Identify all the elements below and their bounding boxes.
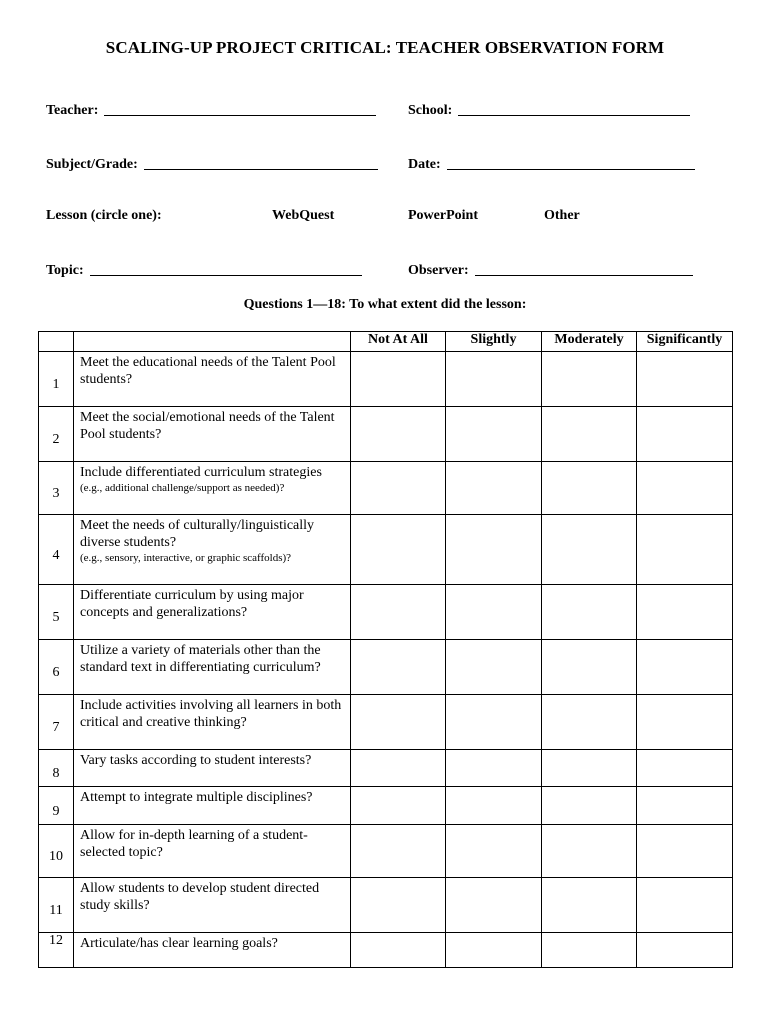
lesson-option-powerpoint[interactable]: PowerPoint (408, 208, 478, 223)
question-text: Allow students to develop student directed study skills? (74, 878, 351, 933)
date-label: Date: (408, 157, 441, 172)
rating-cell-slightly[interactable] (446, 515, 542, 585)
rating-cell-not-at-all[interactable] (351, 750, 446, 787)
column-header-slightly: Slightly (446, 332, 542, 352)
rating-cell-moderately[interactable] (542, 787, 637, 825)
rating-cell-significantly[interactable] (637, 878, 733, 933)
question-text: Meet the needs of culturally/linguistically diverse students? (e.g., sensory, interactive, or graphic scaffolds)? (74, 515, 351, 585)
date-field (408, 155, 695, 173)
column-header-significantly: Significantly (637, 332, 733, 352)
rating-cell-significantly[interactable] (637, 407, 733, 462)
rating-cell-not-at-all[interactable] (351, 352, 446, 407)
question-number: 6 (39, 640, 74, 695)
rating-cell-significantly[interactable] (637, 750, 733, 787)
table-row (39, 825, 733, 878)
rating-cell-not-at-all[interactable] (351, 407, 446, 462)
question-number: 7 (39, 695, 74, 750)
table-row (39, 933, 733, 968)
rating-cell-slightly[interactable] (446, 933, 542, 968)
date-blank[interactable] (447, 157, 695, 170)
table-row (39, 640, 733, 695)
topic-blank[interactable] (90, 263, 362, 276)
question-text: Utilize a variety of materials other than the standard text in differentiating curriculum? (74, 640, 351, 695)
rating-cell-moderately[interactable] (542, 640, 637, 695)
rating-cell-not-at-all[interactable] (351, 640, 446, 695)
school-blank[interactable] (458, 103, 690, 116)
observation-table (38, 331, 733, 968)
question-number: 5 (39, 585, 74, 640)
rating-cell-moderately[interactable] (542, 462, 637, 515)
rating-cell-significantly[interactable] (637, 787, 733, 825)
rating-cell-slightly[interactable] (446, 787, 542, 825)
rating-cell-slightly[interactable] (446, 878, 542, 933)
rating-cell-slightly[interactable] (446, 825, 542, 878)
table-row (39, 787, 733, 825)
rating-cell-significantly[interactable] (637, 933, 733, 968)
topic-field (46, 261, 362, 279)
table-row (39, 407, 733, 462)
rating-cell-not-at-all[interactable] (351, 462, 446, 515)
subject-field (46, 155, 378, 173)
column-header-moderately: Moderately (542, 332, 637, 352)
column-header-not-at-all: Not At All (351, 332, 446, 352)
question-text: Include differentiated curriculum strategies (e.g., additional challenge/support as needed)? (74, 462, 351, 515)
rating-cell-significantly[interactable] (637, 462, 733, 515)
table-row (39, 750, 733, 787)
teacher-field (46, 101, 376, 119)
rating-cell-slightly[interactable] (446, 750, 542, 787)
subject-label: Subject/Grade: (46, 157, 138, 172)
rating-cell-significantly[interactable] (637, 515, 733, 585)
question-text: Meet the social/emotional needs of the Talent Pool students? (74, 407, 351, 462)
observer-blank[interactable] (475, 263, 693, 276)
rating-cell-not-at-all[interactable] (351, 878, 446, 933)
rating-cell-significantly[interactable] (637, 695, 733, 750)
observer-label: Observer: (408, 263, 469, 278)
rating-cell-significantly[interactable] (637, 352, 733, 407)
teacher-label: Teacher: (46, 103, 99, 118)
question-number: 8 (39, 750, 74, 787)
teacher-blank[interactable] (104, 103, 376, 116)
table-row (39, 585, 733, 640)
rating-cell-moderately[interactable] (542, 933, 637, 968)
topic-label: Topic: (46, 263, 84, 278)
question-number: 12 (39, 933, 74, 968)
rating-cell-significantly[interactable] (637, 825, 733, 878)
lesson-label: Lesson (circle one): (46, 208, 162, 223)
question-text: Attempt to integrate multiple disciplines? (74, 787, 351, 825)
rating-cell-slightly[interactable] (446, 352, 542, 407)
column-header-number (39, 332, 74, 352)
rating-cell-moderately[interactable] (542, 695, 637, 750)
question-text: Vary tasks according to student interests? (74, 750, 351, 787)
rating-cell-moderately[interactable] (542, 515, 637, 585)
subject-blank[interactable] (144, 157, 378, 170)
rating-cell-significantly[interactable] (637, 585, 733, 640)
question-text: Meet the educational needs of the Talent Pool students? (74, 352, 351, 407)
question-number: 10 (39, 825, 74, 878)
lesson-option-other[interactable]: Other (544, 208, 580, 223)
question-text: Differentiate curriculum by using major concepts and generalizations? (74, 585, 351, 640)
rating-cell-moderately[interactable] (542, 878, 637, 933)
observer-field (408, 261, 693, 279)
rating-cell-slightly[interactable] (446, 640, 542, 695)
question-text: Allow for in-depth learning of a student-selected topic? (74, 825, 351, 878)
rating-cell-not-at-all[interactable] (351, 695, 446, 750)
form-title: SCALING-UP PROJECT CRITICAL: TEACHER OBSERVATION FORM (105, 38, 665, 57)
question-number: 11 (39, 878, 74, 933)
table-row (39, 878, 733, 933)
rating-cell-slightly[interactable] (446, 407, 542, 462)
rating-cell-slightly[interactable] (446, 695, 542, 750)
table-row (39, 462, 733, 515)
school-field (408, 101, 690, 119)
school-label: School: (408, 103, 453, 118)
question-number: 4 (39, 515, 74, 585)
rating-cell-not-at-all[interactable] (351, 787, 446, 825)
rating-cell-moderately[interactable] (542, 407, 637, 462)
questions-header: Questions 1—18: To what extent did the lesson: (243, 297, 527, 312)
rating-cell-slightly[interactable] (446, 585, 542, 640)
table-row (39, 695, 733, 750)
rating-cell-slightly[interactable] (446, 462, 542, 515)
rating-cell-not-at-all[interactable] (351, 585, 446, 640)
rating-cell-not-at-all[interactable] (351, 933, 446, 968)
question-number: 3 (39, 462, 74, 515)
question-number: 1 (39, 352, 74, 407)
column-header-question (74, 332, 351, 352)
table-header-row (39, 332, 733, 352)
rating-cell-moderately[interactable] (542, 352, 637, 407)
rating-cell-moderately[interactable] (542, 825, 637, 878)
rating-cell-not-at-all[interactable] (351, 515, 446, 585)
question-number: 2 (39, 407, 74, 462)
question-text: Include activities involving all learners in both critical and creative thinking? (74, 695, 351, 750)
question-text: Articulate/has clear learning goals? (74, 933, 351, 968)
rating-cell-moderately[interactable] (542, 750, 637, 787)
table-row (39, 515, 733, 585)
rating-cell-moderately[interactable] (542, 585, 637, 640)
rating-cell-not-at-all[interactable] (351, 825, 446, 878)
rating-cell-significantly[interactable] (637, 640, 733, 695)
question-number: 9 (39, 787, 74, 825)
lesson-option-webquest[interactable]: WebQuest (272, 208, 335, 223)
table-row (39, 352, 733, 407)
